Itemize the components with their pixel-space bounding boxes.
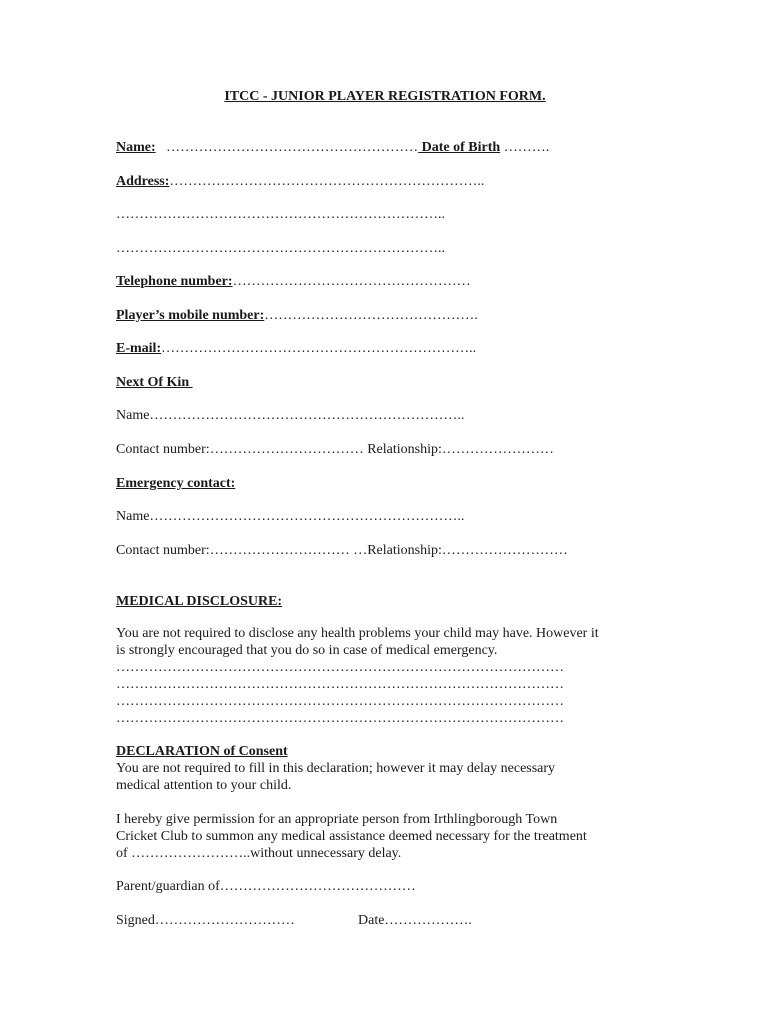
- medical-field-2[interactable]: ……………………………………………………………………………………: [116, 677, 564, 692]
- name-field[interactable]: ………………………………………………: [166, 140, 419, 155]
- medical-disclosure-heading: MEDICAL DISCLOSURE:: [116, 594, 283, 609]
- medical-field-3[interactable]: ……………………………………………………………………………………: [116, 694, 564, 709]
- mobile-field[interactable]: ……………………………………….: [264, 308, 478, 323]
- next-of-kin-contact-field[interactable]: Contact number:…………………………… Relationship:……………………: [116, 442, 554, 457]
- address-field-3[interactable]: ……………………………………………………………..: [116, 241, 445, 256]
- next-of-kin-heading: Next Of Kin: [116, 375, 193, 390]
- signed-field[interactable]: Signed…………………………: [116, 913, 295, 928]
- medical-field-4[interactable]: ……………………………………………………………………………………: [116, 711, 564, 726]
- telephone-label: Telephone number:: [116, 274, 233, 289]
- medical-text-line-2: is strongly encouraged that you do so in case of medical emergency.: [116, 643, 498, 658]
- address-row: [116, 173, 484, 190]
- permission-line-2: Cricket Club to summon any medical assistance deemed necessary for the treatment: [116, 829, 587, 844]
- email-field[interactable]: …………………………………………………………..: [161, 341, 477, 356]
- emergency-contact-field[interactable]: Contact number:………………………… …Relationship:………………………: [116, 543, 568, 558]
- permission-line-1: I hereby give permission for an appropriate person from Irthlingborough Town: [116, 812, 558, 827]
- address-label: Address:: [116, 174, 170, 189]
- medical-field-1[interactable]: ……………………………………………………………………………………: [116, 660, 564, 675]
- emergency-name-field[interactable]: Name…………………………………………………………..: [116, 509, 465, 524]
- email-row: [116, 340, 476, 357]
- dob-field[interactable]: ……….: [500, 140, 550, 155]
- name-row: [116, 139, 549, 156]
- dob-label: Date of Birth: [418, 140, 501, 155]
- address-field-2[interactable]: ……………………………………………………………..: [116, 207, 445, 222]
- emergency-contact-heading: Emergency contact:: [116, 476, 236, 491]
- medical-text-line-1: You are not required to disclose any health problems your child may have. However it: [116, 626, 599, 641]
- telephone-row: [116, 273, 471, 290]
- declaration-heading: DECLARATION of Consent: [116, 744, 288, 759]
- telephone-field[interactable]: ……………………………………………: [232, 274, 471, 289]
- declaration-text-line-2: medical attention to your child.: [116, 778, 292, 793]
- mobile-row: [116, 307, 478, 324]
- next-of-kin-name-field[interactable]: Name…………………………………………………………..: [116, 408, 465, 423]
- form-title: ITCC - JUNIOR PLAYER REGISTRATION FORM.: [224, 89, 546, 104]
- date-field[interactable]: Date……………….: [358, 913, 472, 928]
- email-label: E-mail:: [116, 341, 162, 356]
- permission-line-3[interactable]: of ……………………..without unnecessary delay.: [116, 846, 402, 861]
- address-field-1[interactable]: …………………………………………………………..: [169, 174, 485, 189]
- name-label: Name:: [116, 140, 156, 155]
- declaration-text-line-1: You are not required to fill in this declaration; however it may delay necessary: [116, 761, 556, 776]
- mobile-label: Player’s mobile number:: [116, 308, 265, 323]
- guardian-field[interactable]: Parent/guardian of……………………………………: [116, 879, 416, 894]
